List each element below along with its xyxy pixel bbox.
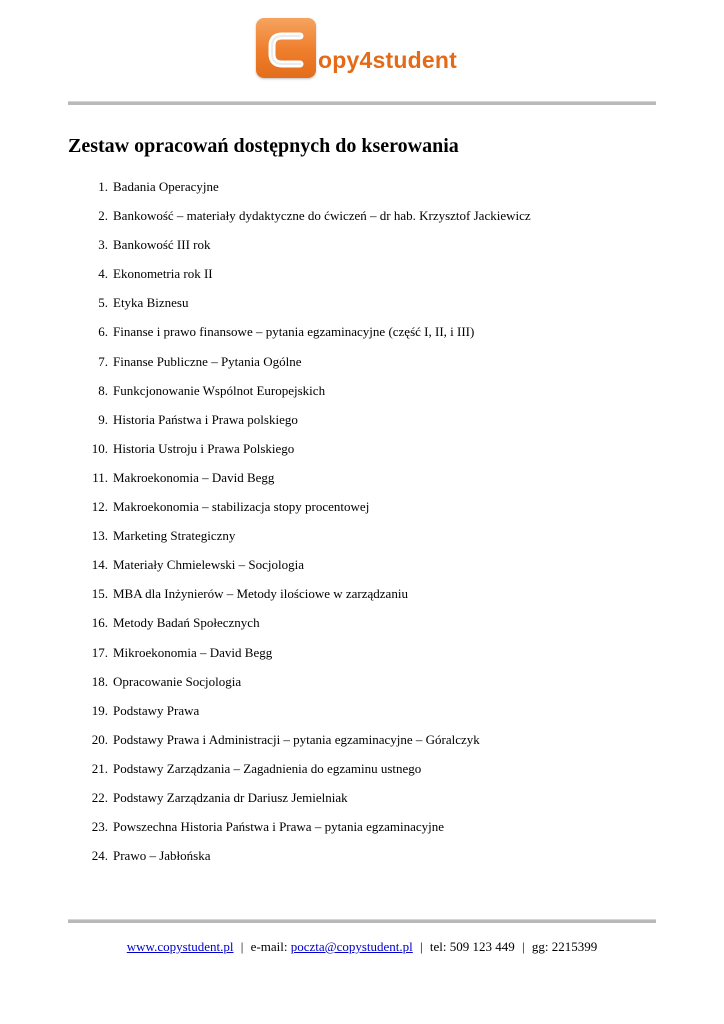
logo-text: opy4student [318, 47, 457, 73]
logo-c-icon [256, 18, 316, 78]
list-item-number: 23. [91, 819, 108, 835]
footer [0, 939, 724, 955]
list-item-text: Podstawy Zarządzania dr Dariusz Jemielniak [113, 789, 348, 805]
email-link[interactable]: poczta@copystudent.pl [290, 939, 413, 954]
list-item-number: 22. [91, 789, 108, 805]
list-item-text: Finanse Publiczne – Pytania Ogólne [113, 353, 302, 369]
list-item-text: Powszechna Historia Państwa i Prawa – pytania egzaminacyjne [113, 819, 445, 835]
header-divider [68, 101, 656, 105]
list-item-text: Funkcjonowanie Wspólnot Europejskich [113, 382, 326, 398]
list-item-text: Badania Operacyjne [113, 179, 219, 194]
list-item-text: Historia Ustroju i Prawa Polskiego [113, 440, 295, 456]
email-label: e-mail: [250, 939, 288, 954]
list-item-text: MBA dla Inżynierów – Metody ilościowe w zarządzaniu [113, 586, 408, 602]
list-item-text: Metody Badań Społecznych [113, 615, 260, 631]
list-item-text: Bankowość III rok [113, 237, 211, 253]
list-item-number: 11. [92, 469, 108, 485]
list-item-text: Finanse i prawo finansowe – pytania egzaminacyjne (część I, II, i III) [113, 324, 475, 340]
list-item-text: Ekonometria rok II [113, 266, 213, 282]
list-item-number: 9. [98, 411, 108, 427]
website-link[interactable]: www.copystudent.pl [126, 939, 234, 954]
list-item-text: Historia Państwa i Prawa polskiego [113, 411, 298, 427]
list-item-text: Marketing Strategiczny [113, 528, 236, 544]
list-item-number: 16. [91, 615, 108, 631]
list-item-number: 24. [91, 848, 108, 864]
list-item-text: Prawo – Jabłońska [113, 848, 211, 864]
list-item-number: 17. [91, 644, 108, 660]
list-item-text: Podstawy Prawa i Administracji – pytania egzaminacyjne – Góralczyk [113, 731, 480, 747]
list-item-number: 19. [91, 702, 108, 718]
list-item-text: Materiały Chmielewski – Socjologia [113, 557, 304, 573]
list-item-text: Etyka Biznesu [113, 295, 189, 311]
footer-separator: | [420, 939, 423, 954]
list-item-text: Mikroekonomia – David Begg [113, 644, 273, 660]
list-item-number: 12. [91, 499, 108, 515]
list-item-text: Makroekonomia – David Begg [113, 469, 275, 485]
gg-number: gg: 2215399 [531, 939, 598, 954]
list-item-text: Podstawy Zarządzania – Zagadnienia do egzaminu ustnego [113, 760, 422, 776]
list-item-number: 1. [98, 179, 108, 194]
list-item-number: 13. [91, 528, 108, 544]
list-item-text: Opracowanie Socjologia [113, 673, 242, 689]
list-item-number: 3. [98, 237, 108, 253]
list-item-text: Bankowość – materiały dydaktyczne do ćwiczeń – dr hab. Krzysztof Jackiewicz [113, 208, 531, 224]
list-item-number: 7. [98, 353, 108, 369]
footer-divider [68, 919, 656, 923]
footer-separator: | [240, 939, 244, 954]
list-item-number: 14. [91, 557, 108, 573]
list-item-number: 2. [98, 208, 108, 224]
list-item-number: 10. [91, 440, 108, 456]
list-item-number: 20. [91, 731, 108, 747]
page-title: Zestaw opracowań dostępnych do kserowania [68, 135, 459, 157]
phone-number: tel: 509 123 449 [429, 939, 515, 954]
list-item-number: 5. [98, 295, 108, 311]
footer-separator: | [522, 939, 525, 954]
list-item-number: 21. [91, 760, 108, 776]
list-item-number: 4. [98, 266, 108, 282]
list-item-number: 8. [98, 382, 108, 398]
list-item-number: 6. [98, 324, 108, 340]
list-item-text: Makroekonomia – stabilizacja stopy procentowej [113, 499, 370, 515]
list-item-number: 15. [91, 586, 108, 602]
logo [256, 14, 484, 80]
list-item-text: Podstawy Prawa [113, 702, 200, 718]
list-item-number: 18. [91, 673, 108, 689]
